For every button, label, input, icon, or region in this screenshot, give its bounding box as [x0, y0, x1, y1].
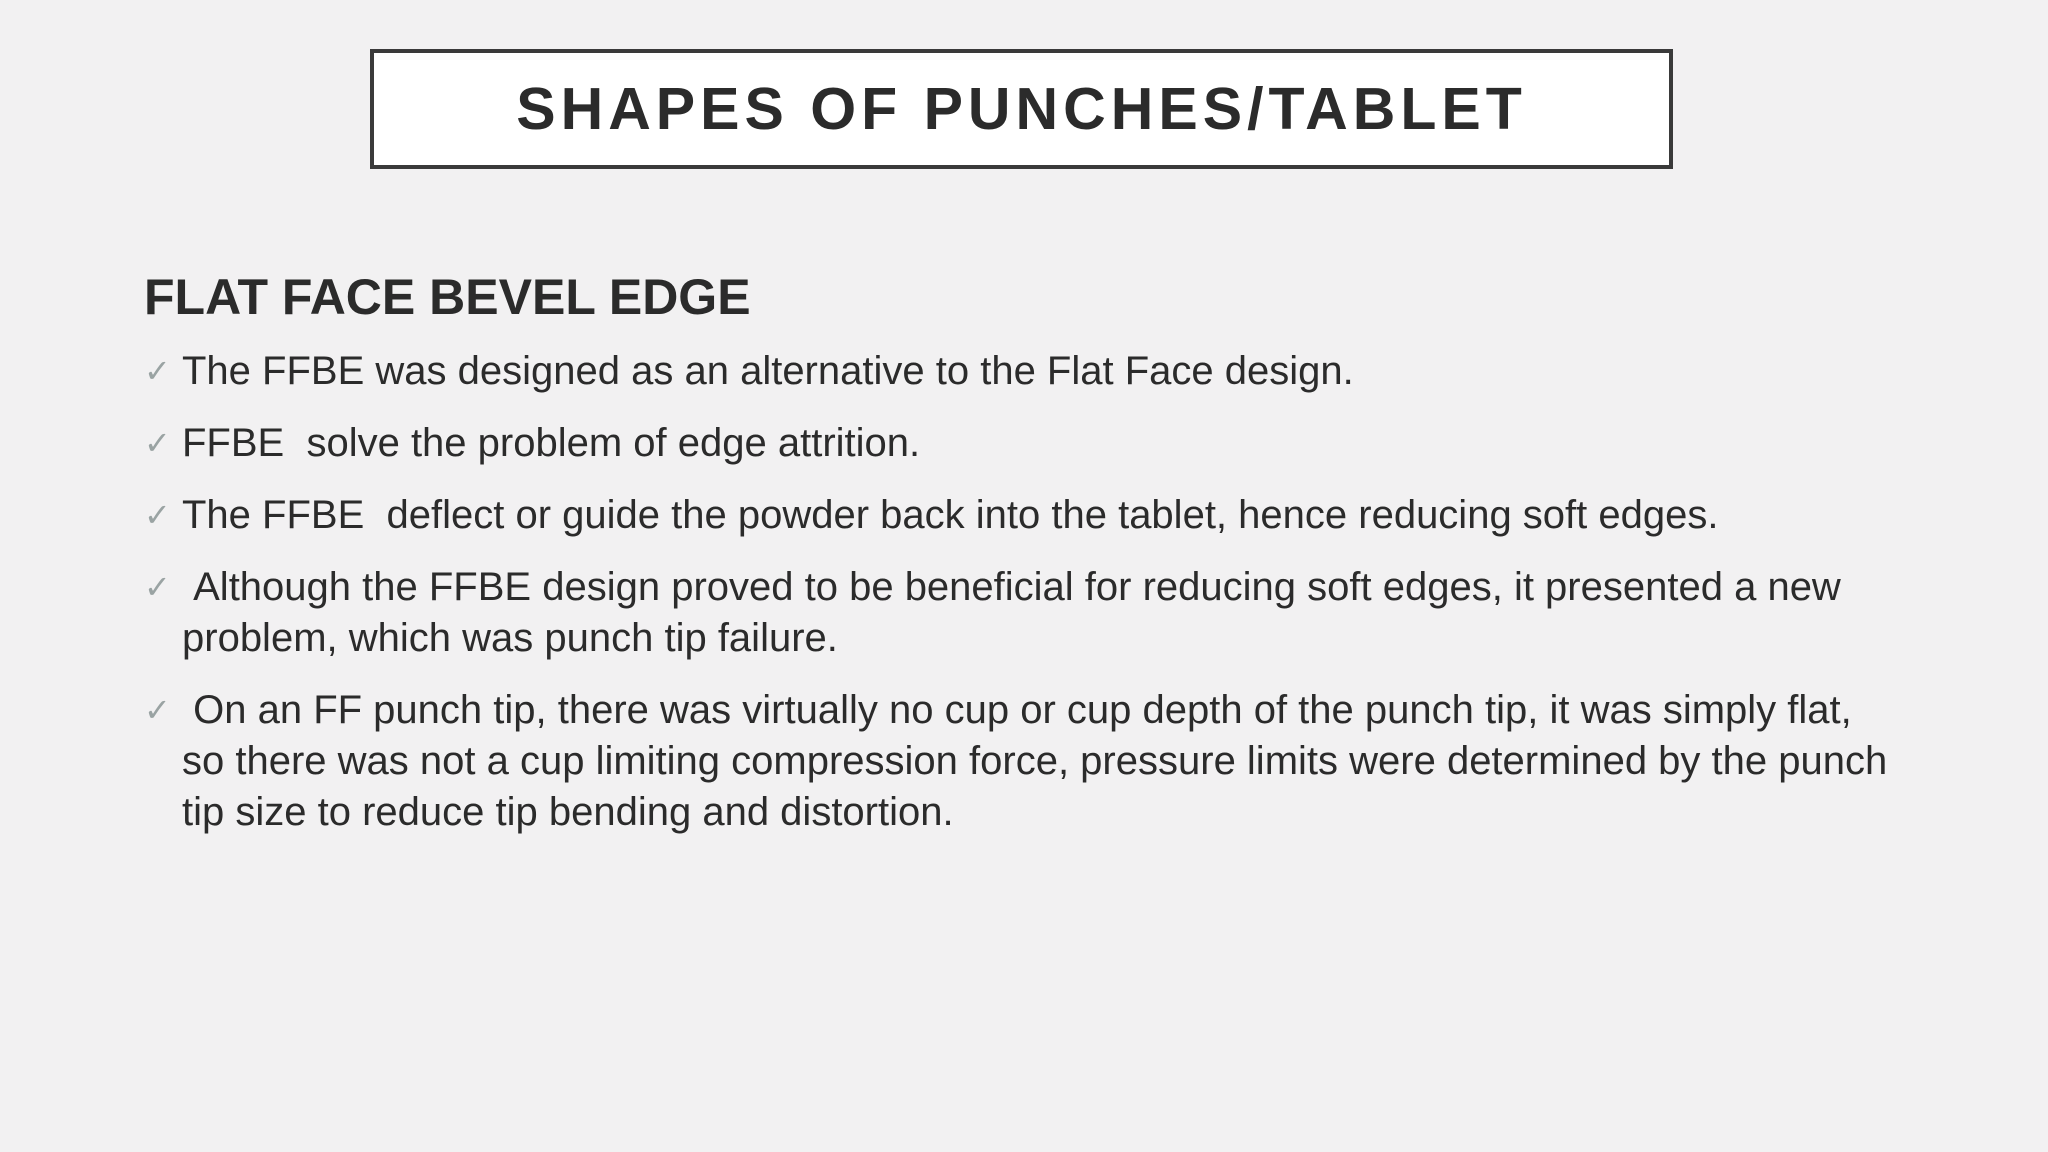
- bullet-text: The FFBE deflect or guide the powder back into the tablet, hence reducing soft edges.: [182, 493, 1719, 537]
- check-icon: ✓: [144, 352, 171, 390]
- slide-title: SHAPES OF PUNCHES/TABLET: [516, 76, 1527, 142]
- bullet-item: [144, 685, 1904, 838]
- bullet-item: [144, 562, 1904, 664]
- bullet-item: [144, 490, 1904, 541]
- bullet-item: [144, 346, 1904, 397]
- check-icon: ✓: [144, 691, 171, 729]
- bullet-text: The FFBE was designed as an alternative to the Flat Face design.: [182, 349, 1354, 393]
- bullet-text: On an FF punch tip, there was virtually no cup or cup depth of the punch tip, it was simply flat, so there was not a cup limiting compression force, pressure limits were determined by the punch tip size to reduce tip bending and distortion.: [182, 688, 1899, 834]
- bullet-item: [144, 418, 1904, 469]
- bullet-text: Although the FFBE design proved to be beneficial for reducing soft edges, it presented a new problem, which was punch tip failure.: [182, 565, 1852, 660]
- bullet-text: FFBE solve the problem of edge attrition.: [182, 421, 921, 465]
- section-heading: FLAT FACE BEVEL EDGE: [144, 269, 751, 325]
- bullet-list: [144, 346, 1904, 859]
- check-icon: ✓: [144, 424, 171, 462]
- title-box: [370, 49, 1673, 169]
- check-icon: ✓: [144, 568, 171, 606]
- check-icon: ✓: [144, 496, 171, 534]
